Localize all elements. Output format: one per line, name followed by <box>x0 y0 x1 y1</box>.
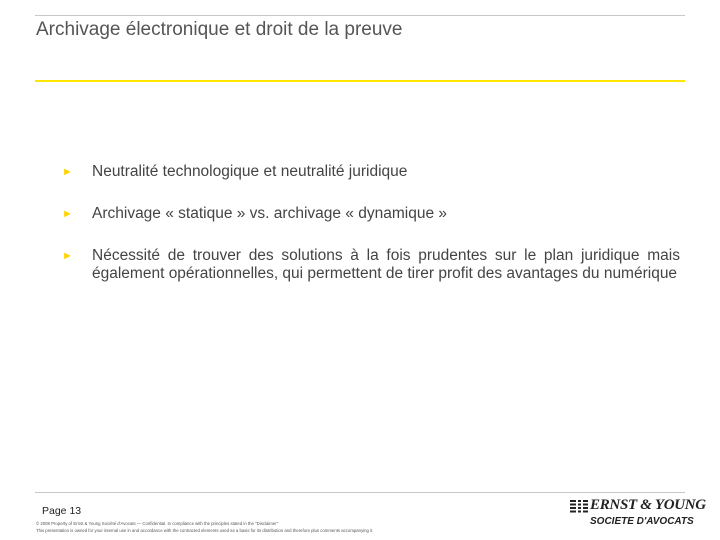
bullet-item <box>62 247 680 283</box>
bullet-arrow-icon: ► <box>62 166 73 178</box>
logo-subtitle: SOCIETE D'AVOCATS <box>590 516 694 527</box>
bullet-arrow-icon: ► <box>62 208 73 220</box>
legal-line: This presentation is owned for your internal use in and accordance with the contracted elements used as a basis for its distribution and therefore plus comments accompanying it <box>36 528 373 533</box>
logo-wordmark: ERNST & YOUNG <box>590 497 706 513</box>
page-number: Page 13 <box>42 505 82 517</box>
legal-notice <box>36 520 536 534</box>
bullet-text: Neutralité technologique et neutralité juridique <box>92 163 408 180</box>
bullet-text: Nécessité de trouver des solutions à la fois prudentes sur le plan juridique mais également opérationnelles, qui permettent de tirer profit des avantages du numérique <box>92 247 680 282</box>
company-logo <box>568 497 706 533</box>
top-divider <box>35 15 685 16</box>
bullet-item <box>62 163 680 181</box>
ey-logo-icon <box>570 500 588 513</box>
bullet-list <box>62 163 680 283</box>
bullet-item <box>62 205 680 223</box>
bullet-text: Archivage « statique » vs. archivage « dynamique » <box>92 205 447 222</box>
bullet-arrow-icon: ► <box>62 250 73 262</box>
footer-divider <box>35 492 685 493</box>
title-accent-divider <box>35 80 685 82</box>
legal-line: © 2008 Property of Ernst & Young Société d'Avocats — Confidential. In compliance with the principles stated in the "Disclaimer" <box>36 521 279 526</box>
slide-title: Archivage électronique et droit de la preuve <box>36 19 403 40</box>
